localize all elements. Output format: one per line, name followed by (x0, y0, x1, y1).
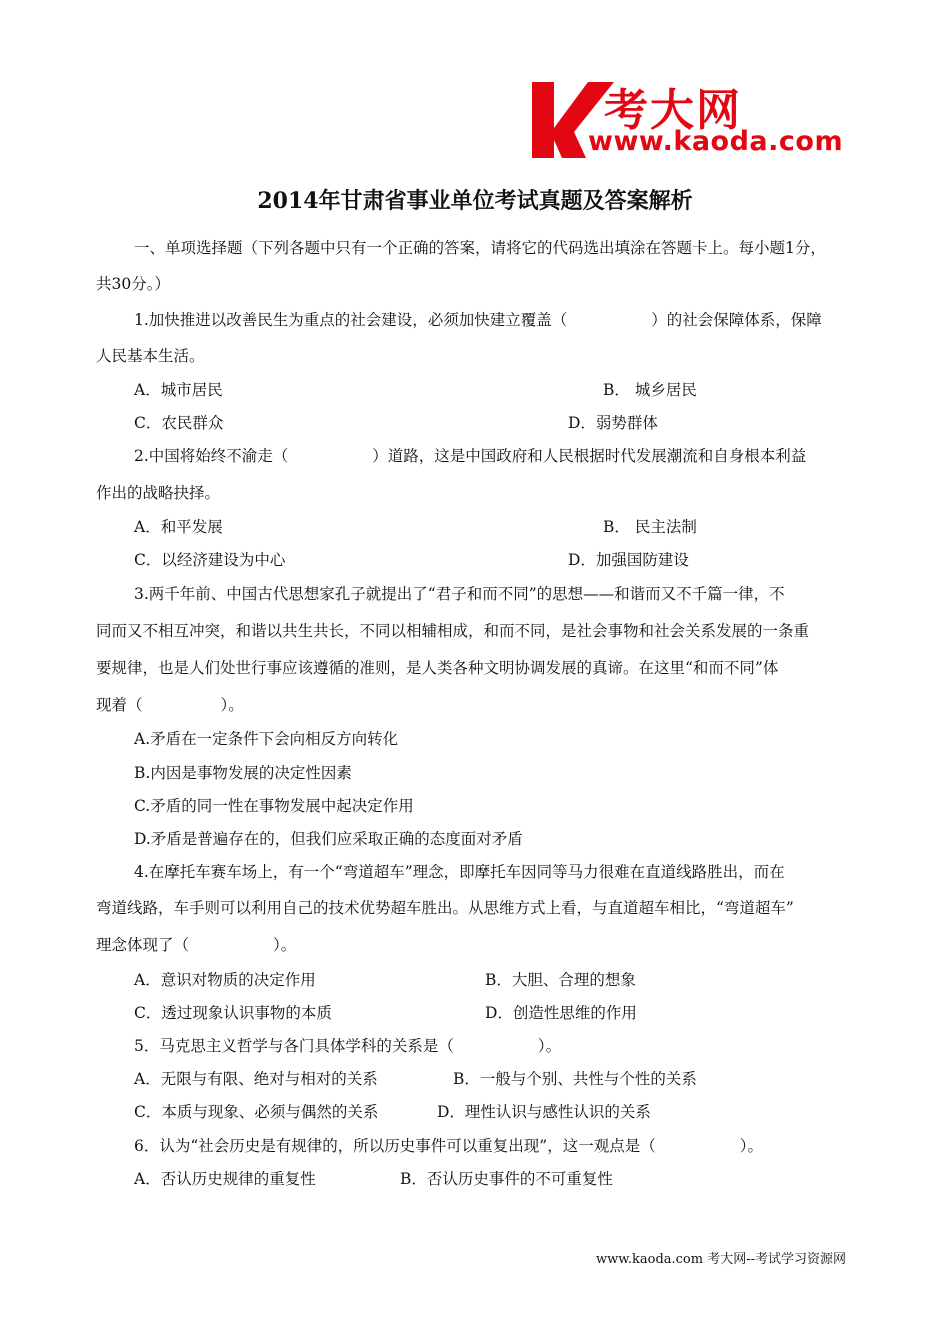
q2-option-b: B． 民主法制 (603, 518, 697, 536)
q3-stem-line2: 同而又不相互冲突，和谐以共生共长，不同以相辅相成，和而不同，是社会事物和社会关系发展的一条重 (96, 622, 810, 640)
q4-stem-part1: 理念体现了（ (96, 936, 190, 954)
q5-option-d: D．理性认识与感性认识的关系 (437, 1103, 651, 1121)
q2-stem-line2: 作出的战略抉择。 (96, 484, 221, 502)
q1-option-c: C．农民群众 (134, 414, 224, 432)
q5-stem-part1: 5．马克思主义哲学与各门具体学科的关系是（ (134, 1037, 454, 1055)
q6-stem-part2: ）。 (739, 1137, 763, 1155)
section-heading-line2: 共30分。） (96, 275, 170, 293)
logo-brand-url: www.kaoda.com (588, 126, 844, 157)
q3-stem-part2: ）。 (220, 696, 244, 714)
q1-stem-part1: 1.加快推进以改善民生为重点的社会建设，必须加快建立覆盖（ (134, 311, 568, 329)
q3-stem-line3: 要规律，也是人们处世行事应该遵循的准则，是人类各种文明协调发展的真谛。在这里“和而不同”体 (96, 659, 779, 677)
kaoda-logo (528, 70, 858, 165)
q1-option-d: D．弱势群体 (568, 414, 658, 432)
q5-stem-part2: ）。 (537, 1037, 562, 1055)
q2-option-d: D．加强国防建设 (568, 551, 689, 569)
q1-stem-part2: ）的社会保障体系，保障 (651, 311, 822, 329)
q1-option-b: B． 城乡居民 (603, 381, 697, 399)
q5-option-b: B．一般与个别、共性与个性的关系 (453, 1070, 697, 1088)
q4-stem-line1: 4.在摩托车赛车场上，有一个“弯道超车”理念，即摩托车因同等马力很难在直道线路胜出，而在 (134, 863, 785, 881)
q6-option-b: B．否认历史事件的不可重复性 (400, 1170, 613, 1188)
q4-option-b: B．大胆、合理的想象 (485, 971, 636, 989)
q4-option-a: A．意识对物质的决定作用 (134, 971, 316, 989)
q1-stem-line2: 人民基本生活。 (96, 347, 205, 365)
q3-option-a: A.矛盾在一定条件下会向相反方向转化 (134, 730, 399, 748)
q2-option-c: C．以经济建设为中心 (134, 551, 286, 569)
q3-stem-line4 (96, 695, 244, 715)
q3-option-d: D.矛盾是普遍存在的，但我们应采取正确的态度面对矛盾 (134, 830, 523, 848)
q2-stem-part2: ）道路，这是中国政府和人民根据时代发展潮流和自身根本利益 (372, 447, 807, 465)
q2-option-a: A．和平发展 (134, 518, 223, 536)
q6-stem (134, 1136, 763, 1156)
q6-option-a: A．否认历史规律的重复性 (134, 1170, 316, 1188)
q2-stem-part1: 2.中国将始终不渝走（ (134, 447, 289, 465)
q3-stem-line1: 3.两千年前、中国古代思想家孔子就提出了“君子和而不同”的思想——和谐而又不千篇一律，不 (134, 585, 785, 603)
q3-stem-part1: 现着（ (96, 696, 143, 714)
q4-option-d: D．创造性思维的作用 (485, 1004, 637, 1022)
q3-option-c: C.矛盾的同一性在事物发展中起决定作用 (134, 797, 414, 815)
section-heading-line1: 一、单项选择题（下列各题中只有一个正确的答案，请将它的代码选出填涂在答题卡上。每小题1分， (134, 239, 826, 257)
q2-stem (134, 446, 806, 466)
q5-option-c: C．本质与现象、必须与偶然的关系 (134, 1103, 379, 1121)
logo-brand-cn: 考大网 (604, 85, 742, 136)
q5-option-a: A．无限与有限、绝对与相对的关系 (134, 1070, 378, 1088)
q6-stem-part1: 6．认为“社会历史是有规律的，所以历史事件可以重复出现”，这一观点是（ (134, 1137, 656, 1155)
q3-option-b: B.内因是事物发展的决定性因素 (134, 764, 352, 782)
q4-stem-line3 (96, 935, 296, 955)
page-footer: www.kaoda.com 考大网--考试学习资源网 (596, 1252, 846, 1267)
q4-option-c: C．透过现象认识事物的本质 (134, 1004, 332, 1022)
q4-stem-line2: 弯道线路，车手则可以利用自己的技术优势超车胜出。从思维方式上看，与直道超车相比，“弯道超车” (96, 899, 794, 917)
q1-stem (134, 310, 822, 330)
q4-stem-part2: ）。 (273, 936, 297, 954)
q1-option-a: A．城市居民 (134, 381, 223, 399)
document-title: 2014年甘肃省事业单位考试真题及答案解析 (257, 188, 693, 214)
q5-stem (134, 1036, 561, 1056)
